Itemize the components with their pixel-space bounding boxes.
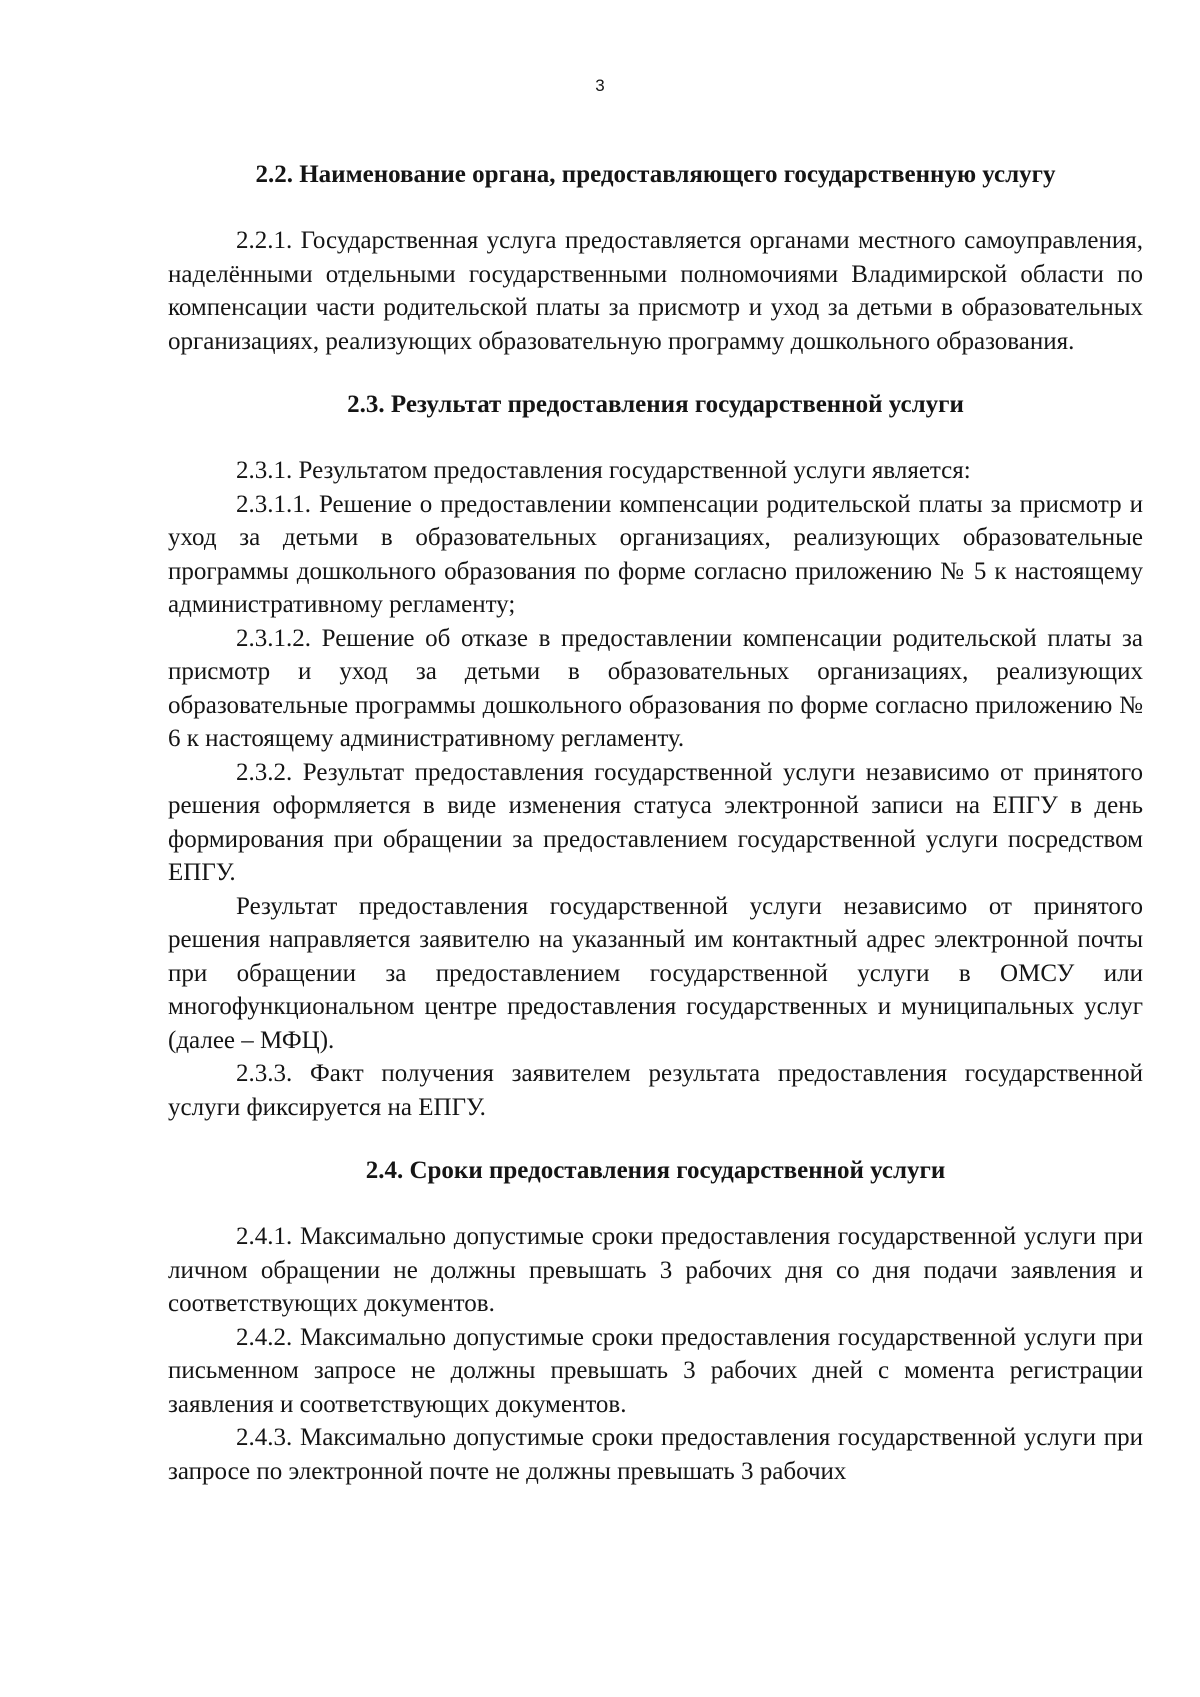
section-heading: 2.2. Наименование органа, предоставляющего государственную услугу (255, 161, 1056, 188)
paragraph: 2.3.1.2. Решение об отказе в предоставлении компенсации родительской платы за присмотр и уход за детьми в образовательных организациях, реализующих образовательные программы дошкольного образования по форме согласно приложению № 6 к настоящему административному регламенту. (168, 624, 1143, 752)
section-heading: 2.3. Результат предоставления государственной услуги (347, 391, 964, 418)
paragraph: 2.4.2. Максимально допустимые сроки предоставления государственной услуги при письменном запросе не должны превышать 3 рабочих дней с момента регистрации заявления и соответствующих документов. (168, 1323, 1143, 1418)
section-2-4 (168, 1154, 1143, 1488)
paragraph: 2.4.3. Максимально допустимые сроки предоставления государственной услуги при запросе по электронной почте не должны превышать 3 рабочих (168, 1424, 1143, 1485)
paragraph: 2.3.1. Результатом предоставления государственной услуги является: (236, 457, 971, 484)
section-heading: 2.4. Сроки предоставления государственной услуги (365, 1157, 946, 1184)
section-2-3 (168, 388, 1143, 1124)
document-body (168, 158, 1143, 1488)
paragraph: 2.3.3. Факт получения заявителем результата предоставления государственной услуги фиксируется на ЕПГУ. (168, 1060, 1143, 1121)
page-number: 3 (595, 76, 605, 95)
section-2-2 (168, 158, 1143, 358)
paragraph: 2.4.1. Максимально допустимые сроки предоставления государственной услуги при личном обращении не должны превышать 3 рабочих дня со дня подачи заявления и соответствующих документов. (168, 1223, 1143, 1317)
paragraph: 2.3.1.1. Решение о предоставлении компенсации родительской платы за присмотр и уход за детьми в образовательных организациях, реализующих образовательные программы дошкольного образования по форме согласно приложению № 5 к настоящему административному регламенту; (168, 490, 1143, 618)
paragraph: 2.3.2. Результат предоставления государственной услуги независимо от принятого решения оформляется в виде изменения статуса электронной записи на ЕПГУ в день формирования при обращении за предоставлением государственной услуги посредством ЕПГУ. (168, 758, 1143, 886)
paragraph: 2.2.1. Государственная услуга предоставляется органами местного самоуправления, наделёнными отдельными государственными полномочиями Владимирской области по компенсации части родительской платы за присмотр и уход за детьми в образовательных организациях, реализующих образовательную программу дошкольного образования. (168, 227, 1143, 355)
paragraph: Результат предоставления государственной услуги независимо от принятого решения направляется заявителю на указанный им контактный адрес электронной почты при обращении за предоставлением государственной услуги в ОМСУ или многофункциональном центре предоставления государственных и муниципальных услуг (далее – МФЦ). (168, 892, 1143, 1054)
